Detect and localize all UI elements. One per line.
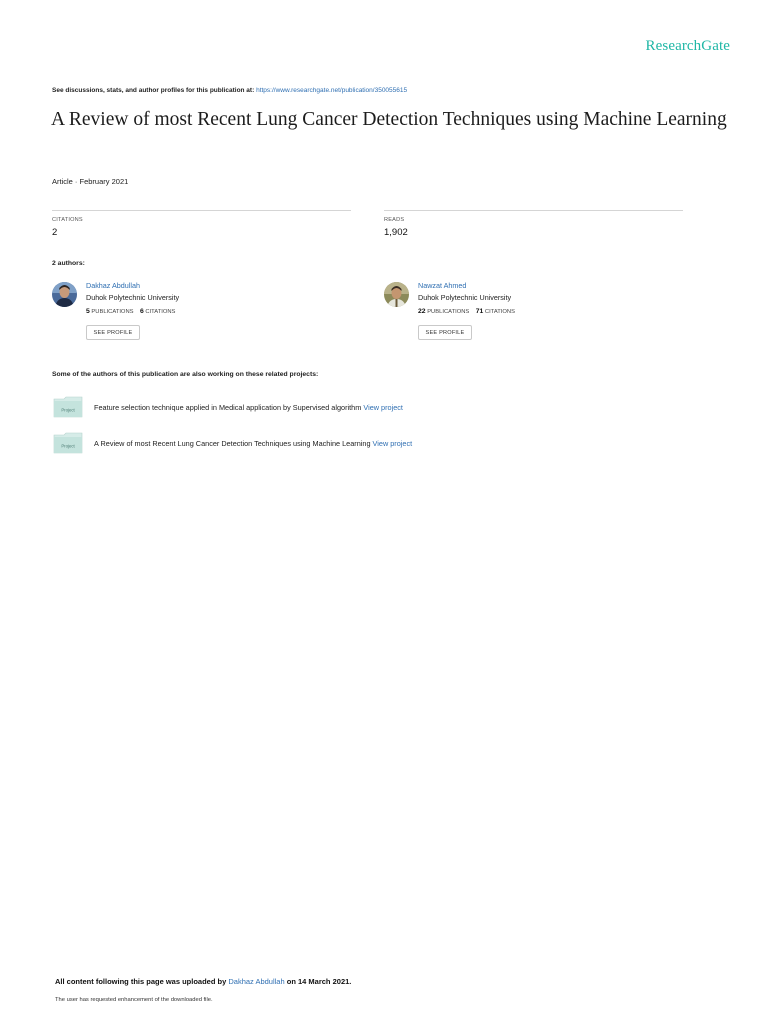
author-avatar[interactable] <box>52 282 77 307</box>
author-institution: Duhok Polytechnic University <box>418 293 512 302</box>
enhancement-note: The user has requested enhancement of the downloaded file. <box>55 997 213 1003</box>
author-avatar[interactable] <box>384 282 409 307</box>
publication-url-link[interactable]: https://www.researchgate.net/publication/350055615 <box>256 87 408 94</box>
project-title: Feature selection technique applied in Medical application by Supervised algorithm <box>94 403 362 412</box>
discussion-prefix: See discussions, stats, and author profiles for this publication at: <box>52 87 255 94</box>
upload-prefix: All content following this page was uploaded by <box>55 977 227 986</box>
author-name-link[interactable]: Nawzat Ahmed <box>418 281 467 290</box>
citations-count: 6 <box>139 308 144 315</box>
publications-count: 22 <box>418 308 426 315</box>
publications-label: PUBLICATIONS <box>427 309 470 315</box>
reads-label: READS <box>384 217 405 223</box>
upload-info <box>55 977 351 986</box>
see-profile-button[interactable]: SEE PROFILE <box>418 325 472 340</box>
author-institution: Duhok Polytechnic University <box>86 293 180 302</box>
author-photo-icon <box>384 282 409 307</box>
view-project-link[interactable]: View project <box>363 403 403 412</box>
view-project-link[interactable]: View project <box>372 439 413 448</box>
related-projects-heading: Some of the authors of this publication are also working on these related projects: <box>52 371 319 378</box>
citations-label: CITATIONS <box>484 309 515 315</box>
citations-label: CITATIONS <box>52 217 83 223</box>
project-row <box>94 403 403 412</box>
publications-label: PUBLICATIONS <box>91 309 134 315</box>
upload-date: on 14 March 2021. <box>286 977 352 986</box>
authors-heading: 2 authors: <box>52 260 85 267</box>
project-icon <box>53 432 83 454</box>
project-row <box>94 439 412 448</box>
publications-count: 5 <box>86 308 90 315</box>
author-name-link[interactable]: Dakhaz Abdullah <box>86 281 140 290</box>
citations-divider <box>52 210 351 211</box>
uploader-link[interactable]: Dakhaz Abdullah <box>228 977 285 986</box>
citations-count: 71 <box>475 308 484 315</box>
project-title: A Review of most Recent Lung Cancer Detection Techniques using Machine Learning <box>94 439 371 448</box>
project-icon <box>53 396 83 418</box>
researchgate-logo[interactable]: ResearchGate <box>645 38 730 54</box>
citations-value: 2 <box>52 227 58 238</box>
publication-title: A Review of most Recent Lung Cancer Detection Techniques using Machine Learning <box>51 109 727 130</box>
discussion-line <box>52 87 407 94</box>
project-icon-label: Project <box>61 407 75 413</box>
author-photo-icon <box>52 282 77 307</box>
reads-divider <box>384 210 683 211</box>
article-meta: Article · February 2021 <box>52 177 129 186</box>
author-stats <box>86 308 175 315</box>
see-profile-button[interactable]: SEE PROFILE <box>86 325 140 340</box>
author-stats <box>418 308 515 315</box>
citations-label: CITATIONS <box>145 309 176 315</box>
reads-value: 1,902 <box>384 227 408 238</box>
project-icon-label: Project <box>61 443 75 449</box>
